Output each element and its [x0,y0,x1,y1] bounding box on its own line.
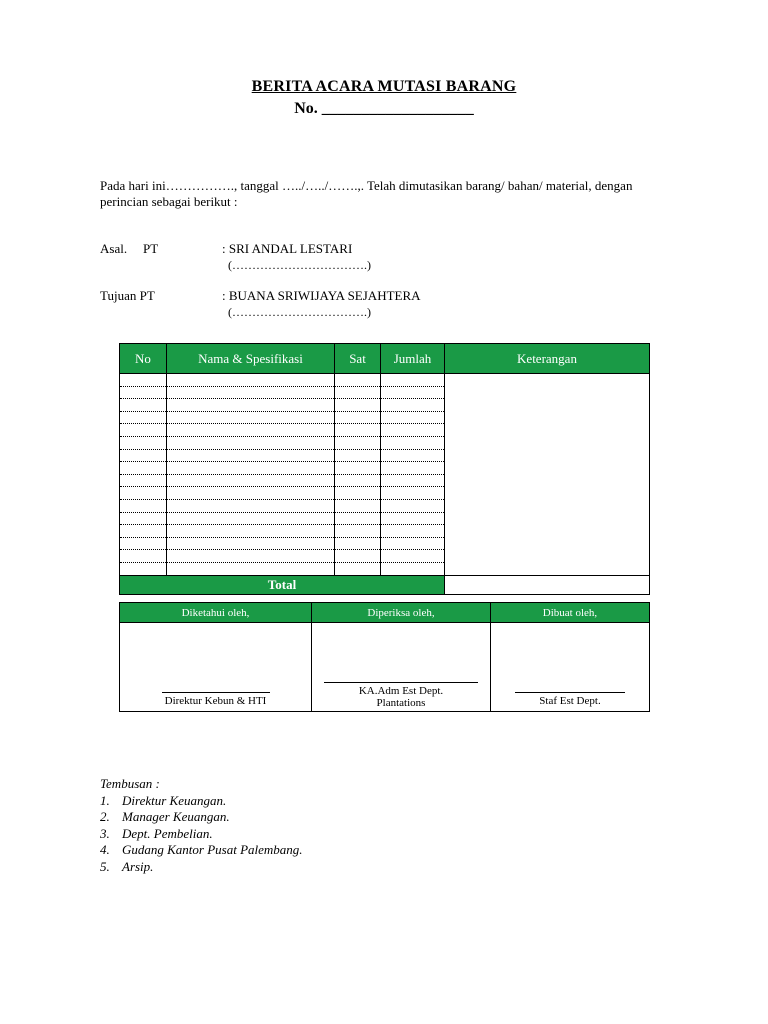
origin-label-pt: PT [143,241,159,256]
table-cell [167,525,335,538]
table-cell [335,386,381,399]
signer-title-plantations: Plantations [376,697,426,709]
table-cell [167,537,335,550]
signature-line [162,692,270,693]
keterangan-cell [445,374,650,576]
table-row [120,374,650,387]
table-cell [167,550,335,563]
table-cell [167,424,335,437]
table-cell [120,499,167,512]
cc-item: 4. Gudang Kantor Pusat Palembang. [100,842,303,857]
origin-placeholder: (…………………………….) [228,258,371,272]
table-cell [335,436,381,449]
table-cell [381,512,445,525]
cc-item: 2. Manager Keuangan. [100,809,230,824]
table-cell [381,525,445,538]
intro-paragraph [100,178,700,210]
table-cell [167,449,335,462]
table-cell [120,487,167,500]
table-cell [381,537,445,550]
table-cell [335,525,381,538]
table-cell [120,374,167,387]
signature-cell-checked [312,623,491,712]
table-cell [120,399,167,412]
signer-title-ka-adm: KA.Adm Est Dept. [358,685,444,697]
col-header-no: No [120,344,167,374]
table-cell [381,499,445,512]
signature-cell-known [120,623,312,712]
table-cell [381,487,445,500]
table-cell [335,449,381,462]
table-cell [381,449,445,462]
table-cell [120,562,167,575]
destination-label: Tujuan PT [100,288,155,303]
sign-header-made: Dibuat oleh, [491,603,650,623]
table-cell [381,374,445,387]
table-cell [120,386,167,399]
origin-label: Asal. [100,241,128,256]
signature-line [324,682,478,683]
cc-item: 1. Direktur Keuangan. [100,792,227,808]
table-cell [167,562,335,575]
signer-title-director: Direktur Kebun & HTI [164,695,267,707]
col-header-nama: Nama & Spesifikasi [167,344,335,374]
table-cell [120,449,167,462]
table-cell [120,525,167,538]
table-cell [120,462,167,475]
col-header-sat: Sat [335,344,381,374]
table-cell [120,424,167,437]
table-cell [335,411,381,424]
document-number: No. ___________________ [294,100,474,117]
table-cell [167,411,335,424]
total-label: Total [120,575,445,594]
cc-item: 5. Arsip. [100,858,154,874]
items-table [119,343,650,595]
signature-table [119,602,650,712]
table-cell [167,436,335,449]
sign-header-known: Diketahui oleh, [120,603,312,623]
table-cell [335,424,381,437]
intro-line-2: perincian sebagai berikut : [100,194,238,209]
total-value-cell [445,575,650,594]
table-cell [120,550,167,563]
table-cell [167,474,335,487]
table-cell [120,512,167,525]
table-cell [381,399,445,412]
cc-item: 3. Dept. Pembelian. [100,825,213,841]
cc-list [100,793,303,876]
table-cell [167,399,335,412]
table-cell [167,512,335,525]
total-row [120,575,650,594]
table-cell [335,562,381,575]
origin-company: : SRI ANDAL LESTARI [222,241,353,256]
destination-company: : BUANA SRIWIJAYA SEJAHTERA [222,288,421,303]
table-cell [381,411,445,424]
table-cell [167,374,335,387]
table-cell [335,374,381,387]
document-title: BERITA ACARA MUTASI BARANG [251,78,517,95]
cc-section [100,776,303,875]
table-cell [381,462,445,475]
table-cell [120,411,167,424]
table-cell [335,537,381,550]
table-cell [335,487,381,500]
intro-line-1: Pada hari ini……………., tanggal …../…../…….,. Telah dimutasikan barang/ bahan/ material, dengan [100,178,633,193]
col-header-jumlah: Jumlah [381,344,445,374]
signer-title-staff: Staf Est Dept. [539,695,601,707]
destination-placeholder: (…………………………….) [228,305,371,319]
signature-cell-made [491,623,650,712]
table-cell [335,462,381,475]
table-cell [381,386,445,399]
table-cell [335,499,381,512]
table-cell [120,474,167,487]
table-cell [381,436,445,449]
table-cell [335,399,381,412]
table-cell [381,474,445,487]
items-header-row [120,344,650,374]
table-cell [167,386,335,399]
table-cell [167,499,335,512]
sign-header-checked: Diperiksa oleh, [312,603,491,623]
table-cell [120,537,167,550]
table-cell [335,550,381,563]
cc-title: Tembusan : [100,776,160,791]
table-cell [120,436,167,449]
table-cell [335,512,381,525]
col-header-keterangan: Keterangan [445,344,650,374]
table-cell [381,562,445,575]
table-cell [381,424,445,437]
table-cell [167,462,335,475]
table-cell [381,550,445,563]
table-cell [167,487,335,500]
table-cell [335,474,381,487]
signature-line [515,692,625,693]
